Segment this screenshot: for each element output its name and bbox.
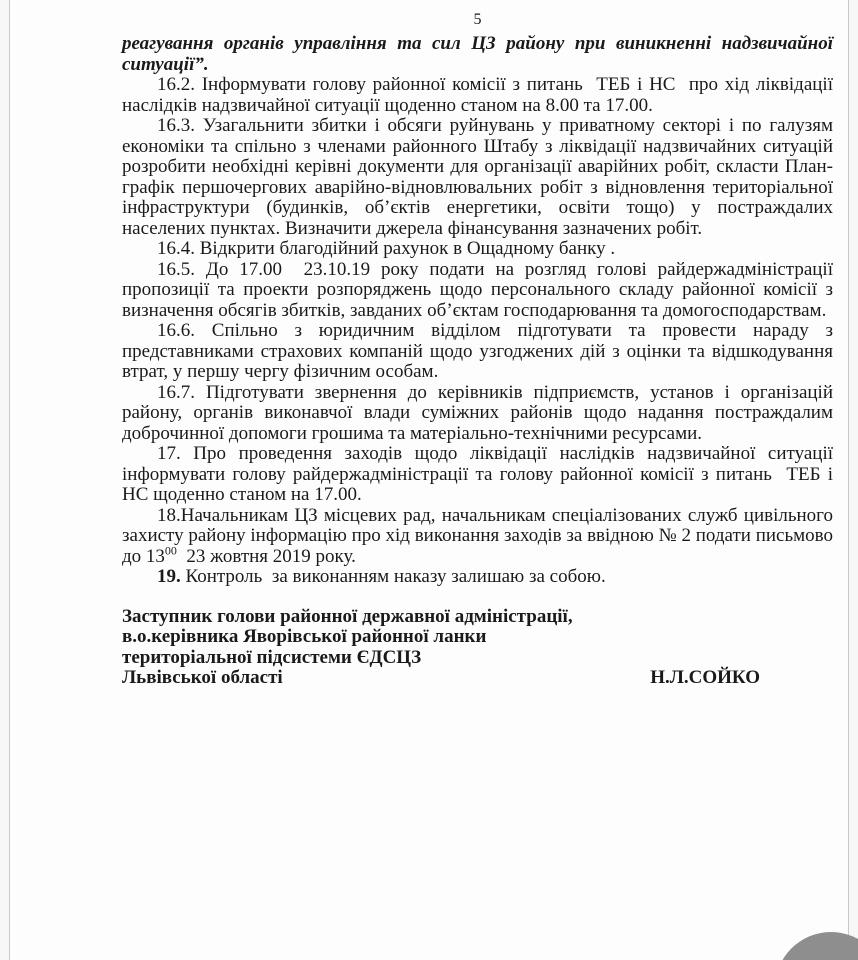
paragraph-18-superscript: 00 xyxy=(164,543,177,558)
signee-name: Н.Л.СОЙКО xyxy=(650,667,760,688)
paragraph-17: 17. Про проведення заходів щодо ліквідації наслідків надзвичайної ситуації інформувати голову райдержадміністрації та голову районної комісії з питань ТЕБ і НС щоденно станом на 17.00. xyxy=(122,443,833,505)
paragraph-continuation-line2: ситуації”. xyxy=(122,53,209,75)
paragraph-continuation-line1: реагування органів управління та сил ЦЗ району при виникненні надзвичайної xyxy=(122,33,833,54)
page-content xyxy=(10,0,848,689)
document-page xyxy=(9,0,849,960)
paragraph-16-7: 16.7. Підготувати звернення до керівників підприємств, установ і організацій району, органів виконавчої влади суміжних районів щодо надання постраждалим доброчинної допомоги грошима та матеріально-технічними ресурсами. xyxy=(122,381,833,444)
paragraph-16-2: 16.2. Інформувати голову районної комісії з питань ТЕБ і НС про хід ліквідації наслідків надзвичайної ситуації щоденно станом на 8.00 та 17.00. xyxy=(122,74,833,116)
signature-block xyxy=(122,607,833,689)
paragraph-18 xyxy=(122,506,833,568)
signature-region: Львівської області xyxy=(122,667,283,688)
paragraph-18-tail: 23 жовтня 2019 року. xyxy=(176,545,356,567)
paragraph-16-6: 16.6. Спільно з юридичним відділом підготувати та провести нараду з представниками страхових компаній щодо узгоджених дій з оцінки та відшкодування втрат, у першу чергу фізичним особам. xyxy=(122,320,833,382)
paragraph-19-text: Контроль за виконанням наказу залишаю за собою. xyxy=(180,566,606,587)
paragraph-19-number: 19. xyxy=(157,566,181,587)
paragraph-16-3: 16.3. Узагальнити збитки і обсяги руйнувань у приватному секторі і по галузям економіки та спільно з членами районного Штабу з ліквідації надзвичайних ситуацій розробити необхідні керівні документи для організації аварійних робіт, скласти План-графік першочергових аварійно-відновлювальних робіт з відновлення територіальної інфраструктури (будинків, об’єктів енергетики, освіти тощо) у постраждалих населених пунктах. Визначити джерела фінансування зазначених робіт. xyxy=(122,115,833,239)
signature-line-4 xyxy=(122,668,833,689)
paragraph-16-5: 16.5. До 17.00 23.10.19 року подати на розгляд голові райдержадміністрації пропозиції та проекти розпоряджень щодо персонального складу районної комісії з визначення обсягів збитків, завданих об’єктам господарювання та домогосподарствам. xyxy=(122,258,833,321)
paragraph-16-4: 16.4. Відкрити благодійний рахунок в Ощадному банку . xyxy=(157,238,616,259)
signature-line-1: Заступник голови районної державної адміністрації, xyxy=(122,605,573,627)
signature-line-2: в.о.керівника Яворівської районної ланки xyxy=(122,626,487,647)
page-number: 5 xyxy=(473,11,482,28)
signature-line-3: територіальної підсистеми ЄДСЦЗ xyxy=(122,646,422,668)
paragraph-18-text: 18.Начальникам ЦЗ місцевих рад, начальникам спеціалізованих служб цивільного захисту району інформацію про хід виконання заходів за ввідною № 2 подати письмово до 13 xyxy=(122,504,833,567)
paragraph-19 xyxy=(122,567,833,588)
